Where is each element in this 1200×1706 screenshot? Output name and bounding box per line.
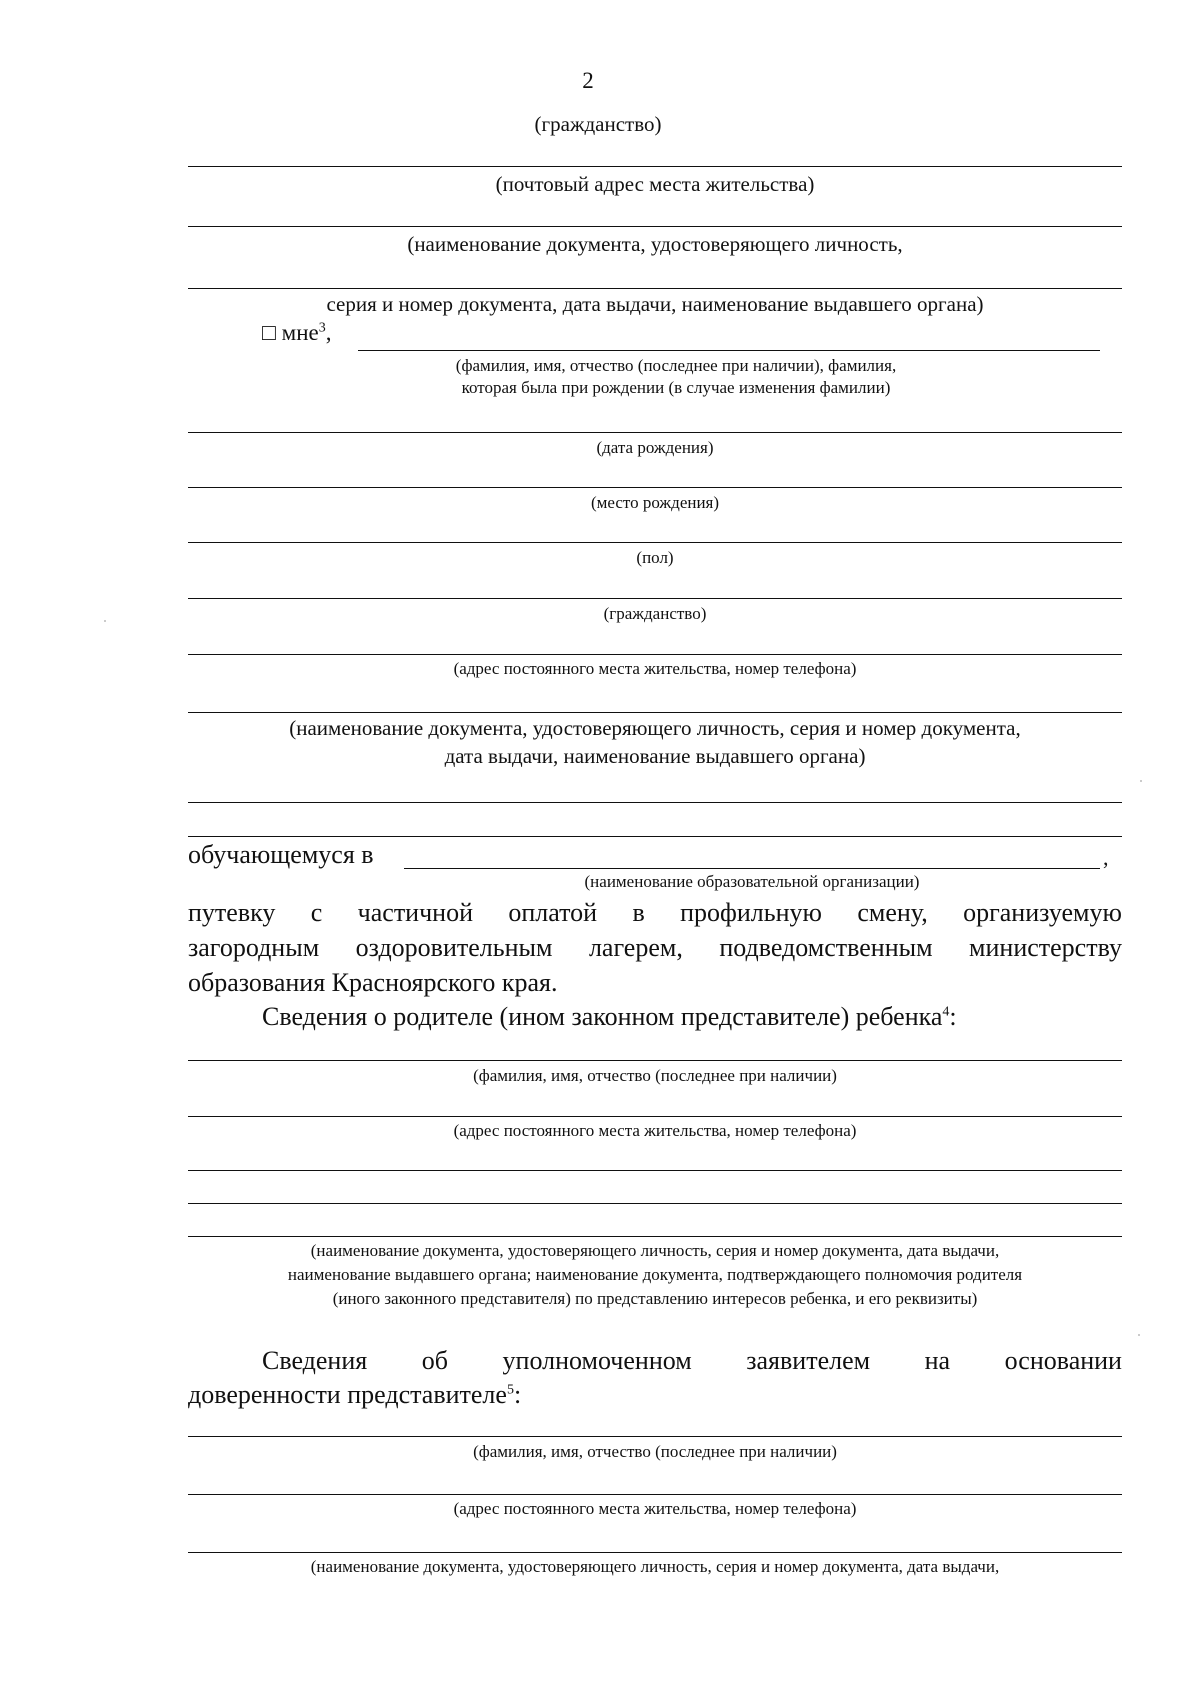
me-label: мне: [281, 320, 319, 345]
child-birth-place-caption: (место рождения): [590, 493, 720, 512]
word: подведомственным: [719, 933, 933, 962]
school-name-line[interactable]: [404, 868, 1100, 869]
representative-doc-caption-1: (наименование документа, удостоверяющего личность, серия и номер документа, дата выдачи,: [310, 1557, 1000, 1576]
parent-name-caption: (фамилия, имя, отчество (последнее при наличии): [473, 1066, 837, 1085]
word: загородным: [188, 933, 320, 962]
voucher-text-line-1: [188, 896, 1122, 930]
word: министерству: [969, 933, 1122, 962]
word: на: [924, 1346, 951, 1375]
child-sex-caption: (пол): [636, 548, 674, 567]
word: смену,: [857, 898, 928, 927]
applicant-postal-address-caption: (почтовый адрес места жительства): [495, 172, 815, 196]
applicant-postal-address-line[interactable]: [188, 166, 1122, 167]
representative-address-line[interactable]: [188, 1494, 1122, 1495]
blank-line-1[interactable]: [188, 802, 1122, 803]
parent-heading-text: Сведения о родителе (ином законном представителе) ребенка: [262, 1002, 943, 1031]
child-name-caption-1: (фамилия, имя, отчество (последнее при наличии), фамилия,: [455, 356, 897, 375]
applicant-id-doc-caption-2: серия и номер документа, дата выдачи, наименование выдавшего органа): [326, 292, 984, 316]
representative-heading-text: доверенности представителе: [188, 1380, 507, 1409]
word: частичной: [357, 898, 473, 927]
applicant-citizenship-caption: (гражданство): [534, 112, 662, 136]
applicant-id-doc-caption-1: (наименование документа, удостоверяющего личность,: [407, 232, 903, 256]
student-comma: ,: [1103, 845, 1109, 870]
page-number: 2: [582, 68, 594, 93]
word: заявителем: [746, 1346, 871, 1375]
child-citizenship-line[interactable]: [188, 598, 1122, 599]
child-id-doc-caption-1: (наименование документа, удостоверяющего личность, серия и номер документа,: [289, 716, 1021, 740]
school-name-caption: (наименование образовательной организации): [584, 872, 920, 891]
child-birth-place-line[interactable]: [188, 487, 1122, 488]
word: профильную: [680, 898, 822, 927]
child-address-caption: (адрес постоянного места жительства, номер телефона): [453, 659, 857, 678]
representative-heading-line-2: [188, 1378, 521, 1412]
child-sex-line[interactable]: [188, 542, 1122, 543]
representative-name-line[interactable]: [188, 1436, 1122, 1437]
child-citizenship-caption: (гражданство): [603, 604, 707, 623]
scan-speck: [104, 620, 106, 622]
me-option-row: [262, 320, 331, 346]
parent-heading-colon: :: [949, 1002, 957, 1031]
parent-name-line[interactable]: [188, 1060, 1122, 1061]
child-name-line[interactable]: [358, 350, 1100, 351]
child-id-doc-caption-2: дата выдачи, наименование выдавшего органа): [444, 744, 866, 768]
parent-heading: [262, 1000, 957, 1034]
voucher-text-line-2: [188, 931, 1122, 965]
parent-footnote-4: 4: [942, 1004, 950, 1020]
representative-footnote-5: 5: [506, 1382, 514, 1398]
applicant-id-doc-line-2[interactable]: [188, 288, 1122, 289]
blank-line-2[interactable]: [188, 836, 1122, 837]
parent-doc-caption-2: наименование выдавшего органа; наименование документа, подтверждающего полномочия родителя: [287, 1265, 1023, 1284]
representative-address-caption: (адрес постоянного места жительства, номер телефона): [453, 1499, 857, 1518]
word: об: [421, 1346, 448, 1375]
word: основании: [1004, 1346, 1122, 1375]
applicant-id-doc-line[interactable]: [188, 226, 1122, 227]
scan-speck: [1138, 1334, 1140, 1336]
parent-address-caption: (адрес постоянного места жительства, номер телефона): [453, 1121, 857, 1140]
parent-doc-caption-3: (иного законного представителя) по представлению интересов ребенка, и его реквизиты): [332, 1289, 978, 1308]
word: в: [632, 898, 645, 927]
representative-name-caption: (фамилия, имя, отчество (последнее при наличии): [473, 1442, 837, 1461]
child-birth-date-line[interactable]: [188, 432, 1122, 433]
me-checkbox[interactable]: □: [262, 320, 276, 345]
word: лагерем,: [588, 933, 683, 962]
representative-heading-colon: :: [513, 1380, 522, 1409]
student-label: обучающемуся в: [188, 840, 374, 869]
word: с: [310, 898, 323, 927]
word: путевку: [188, 898, 276, 927]
me-footnote-3: 3: [318, 320, 326, 336]
parent-blank-line-2[interactable]: [188, 1203, 1122, 1204]
representative-heading-line-1: [262, 1344, 1122, 1378]
me-comma: ,: [325, 320, 332, 345]
parent-doc-line[interactable]: [188, 1236, 1122, 1237]
parent-doc-caption-1: (наименование документа, удостоверяющего личность, серия и номер документа, дата выдачи,: [310, 1241, 1000, 1260]
word: уполномоченном: [502, 1346, 692, 1375]
word: Сведения: [262, 1346, 368, 1375]
word: оплатой: [508, 898, 598, 927]
child-id-doc-line[interactable]: [188, 712, 1122, 713]
child-birth-date-caption: (дата рождения): [596, 438, 714, 457]
representative-doc-line[interactable]: [188, 1552, 1122, 1553]
child-name-caption-2: которая была при рождении (в случае изменения фамилии): [461, 378, 891, 397]
voucher-text-line-3: образования Красноярского края.: [188, 968, 558, 997]
word: оздоровительным: [355, 933, 553, 962]
parent-address-line[interactable]: [188, 1116, 1122, 1117]
scan-speck: [1140, 780, 1142, 782]
parent-blank-line-1[interactable]: [188, 1170, 1122, 1171]
word: организуемую: [963, 898, 1122, 927]
child-address-line[interactable]: [188, 654, 1122, 655]
